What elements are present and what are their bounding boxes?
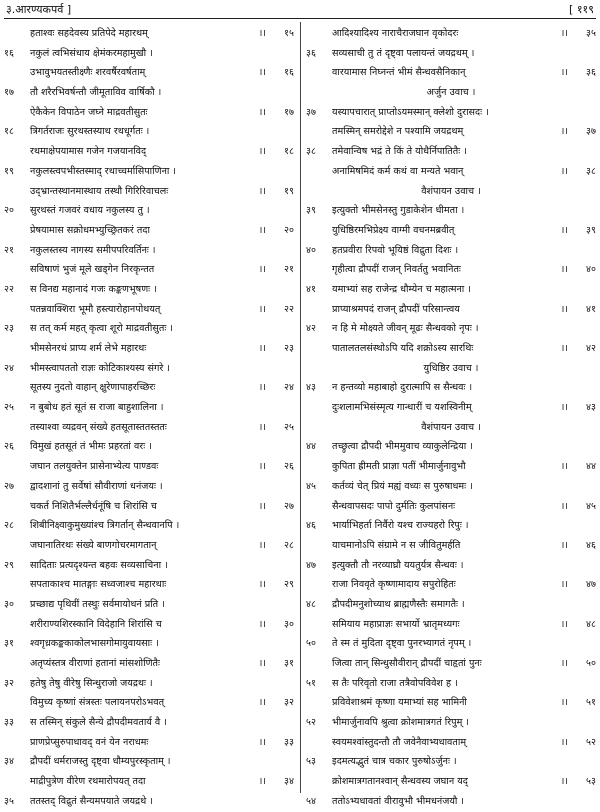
verse-number: २९ bbox=[284, 579, 294, 591]
verse-text: हतप्रवीरा रिपवो भूयिष्ठं विद्रुता दिशः । bbox=[332, 244, 459, 256]
verse-line bbox=[0, 241, 298, 261]
verse-line bbox=[0, 201, 298, 221]
verse-line bbox=[0, 792, 298, 812]
verse-line bbox=[0, 752, 298, 772]
verse-text: इत्युक्तो भीमसेनस्तु गुडाकेशेन धीमता । bbox=[332, 205, 465, 217]
verse-text: प्रच्छाद्य पृथिवीं तस्थुः सर्वमायोधनं प्रति । bbox=[30, 598, 165, 610]
verse-line bbox=[302, 378, 600, 398]
verse-line bbox=[0, 634, 298, 654]
verse-text: सूतस्य नुदतो वाहान् क्षुरेणापाहरच्छिरः bbox=[30, 382, 156, 394]
verse-end-mark: ।। bbox=[258, 658, 266, 669]
verse-line bbox=[302, 63, 600, 83]
verse-line bbox=[302, 497, 600, 517]
verse-text: ते स्म तं मुदिता दृष्ट्वा पुनरभ्यागतं नृपम् । bbox=[332, 638, 472, 650]
verse-line bbox=[302, 122, 600, 142]
verse-line bbox=[302, 437, 600, 457]
verse-number: ३६ bbox=[586, 67, 596, 79]
verse-start-number: ४८ bbox=[306, 598, 316, 610]
verse-end-mark: ।। bbox=[258, 382, 266, 394]
verse-text: याचमानोऽपि संग्रामे न स जीवितुमर्हति bbox=[332, 539, 461, 551]
verse-line bbox=[0, 260, 298, 280]
speaker-label: अर्जुन उवाच । bbox=[426, 87, 476, 99]
verse-number: २८ bbox=[284, 539, 294, 551]
verse-number: ३० bbox=[284, 618, 294, 630]
verse-number: २२ bbox=[284, 303, 294, 315]
verse-number: ३५ bbox=[586, 28, 596, 39]
chapter-label: ३.आरण्यकपर्व ] bbox=[6, 3, 72, 16]
verse-start-number: ३५ bbox=[4, 795, 14, 807]
verse-text: स विनद्य महानादं गजः कङ्कणभूषणः । bbox=[30, 283, 157, 295]
page-header bbox=[0, 0, 600, 18]
verse-line bbox=[0, 477, 298, 497]
right-column bbox=[302, 24, 600, 812]
verse-line bbox=[302, 44, 600, 64]
verse-text: न हि मे मोक्ष्यते जीवन् मूढः सैन्धवको नृपः । bbox=[332, 323, 479, 335]
verse-text: प्राणप्रेप्सुरुपाधावद् वनं येन नराधमः bbox=[30, 736, 149, 748]
verse-text: तौ शरैरभिवर्षन्तौ जीमूताविव वार्षिकौ । bbox=[30, 87, 162, 99]
verse-line bbox=[302, 772, 600, 792]
verse-number: २७ bbox=[284, 500, 294, 512]
verse-text: आदिश्यादिश्य नाराचैराजघान वृकोदरः bbox=[332, 28, 459, 39]
verse-text: कुपिता ह्रीमती प्राज्ञा पतीं भीमार्जुनावुभौ bbox=[332, 461, 466, 473]
verse-number: २४ bbox=[284, 382, 294, 394]
verse-text: सादिताः प्रत्यदृश्यन्त बहवः सव्यसाचिना । bbox=[30, 559, 168, 571]
verse-number: ४७ bbox=[586, 579, 596, 591]
verse-text: समियाय महाप्राज्ञः सभार्यो भ्रातृमध्यगः bbox=[332, 618, 460, 630]
verse-end-mark: ।। bbox=[258, 185, 266, 197]
verse-end-mark: ।। bbox=[560, 224, 568, 236]
verse-number: ३९ bbox=[586, 224, 596, 236]
header-rule bbox=[4, 18, 596, 19]
verse-start-number: ५२ bbox=[306, 717, 316, 729]
verse-text: स तैः परिवृतो राजा तत्रैवोपविवेश ह । bbox=[332, 677, 458, 689]
speaker-label: वैशंपायन उवाच । bbox=[421, 421, 481, 433]
verse-number: ४१ bbox=[586, 303, 596, 315]
verse-text: उभावुभयतस्तीक्ष्णैः शरवर्षैरवर्षताम् bbox=[30, 67, 146, 79]
verse-line bbox=[302, 575, 600, 595]
verse-number: ३१ bbox=[284, 658, 294, 669]
verse-line bbox=[0, 300, 298, 320]
verse-line bbox=[302, 713, 600, 733]
verse-number: १५ bbox=[284, 28, 294, 39]
verse-text: तमेवान्विष भद्रं ते किं ते योधैर्निपातितैः । bbox=[332, 146, 467, 158]
verse-end-mark: ।। bbox=[560, 402, 568, 414]
verse-start-number: २६ bbox=[4, 441, 14, 453]
verse-line bbox=[0, 44, 298, 64]
verse-number: ४४ bbox=[586, 461, 596, 473]
verse-end-mark: ।। bbox=[258, 539, 266, 551]
verse-start-number: ३४ bbox=[4, 756, 14, 768]
verse-start-number: १७ bbox=[4, 87, 14, 99]
verse-text: विमुखं हतसूतं तं भीमः प्रहरतां वरः । bbox=[30, 441, 152, 453]
verse-line bbox=[302, 457, 600, 477]
verse-text: स तस्मिन् संकुले सैन्ये द्रौपदीमवतार्य वै । bbox=[30, 717, 167, 729]
verse-text: भीमस्त्वापततो राज्ञः कोटिकाश्यस्य संगरे । bbox=[30, 362, 171, 374]
verse-line bbox=[302, 516, 600, 536]
verse-text: पतन्नवाक्शिरा भूमौ हस्त्यारोहानपोथयत् bbox=[30, 303, 161, 315]
verse-number: ३७ bbox=[586, 126, 596, 138]
verse-start-number: २८ bbox=[4, 520, 14, 532]
verse-end-mark: ।। bbox=[560, 461, 568, 473]
verse-number: १७ bbox=[284, 106, 294, 118]
verse-end-mark: ।। bbox=[258, 736, 266, 748]
verse-end-mark: ।। bbox=[258, 343, 266, 354]
verse-text: तच्छ्रुत्वा द्रौपदी भीममुवाच व्याकुलेन्द्रिया । bbox=[332, 441, 473, 453]
verse-text: स्वयमश्वांस्तुदन्तौ तौ जवेनैवाभ्यधावताम् bbox=[332, 736, 467, 748]
verse-end-mark: ।। bbox=[258, 224, 266, 236]
verse-end-mark: ।। bbox=[560, 658, 568, 669]
verse-end-mark: ।। bbox=[560, 303, 568, 315]
verse-start-number: ४१ bbox=[306, 283, 316, 295]
verse-text: ततस्तद् विद्रुतं सैन्यमपयाते जयद्रथे । bbox=[30, 795, 153, 807]
verse-end-mark: ।। bbox=[258, 303, 266, 315]
verse-line bbox=[302, 103, 600, 123]
verse-text: यमाभ्यां सह राजेन्द्र धौम्येन च महात्मना । bbox=[332, 283, 471, 295]
verse-text: स तत् कर्म महत् कृत्वा शूरो माद्रवतीसुतः । bbox=[30, 323, 173, 335]
verse-text: जघान तलयुक्तेन प्रासेनाभ्येत्य पाण्डवः bbox=[30, 461, 159, 473]
verse-start-number: ४५ bbox=[306, 480, 316, 492]
verse-line bbox=[302, 24, 600, 44]
verse-line bbox=[0, 83, 298, 103]
verse-start-number: १६ bbox=[4, 47, 14, 59]
verse-start-number: ३१ bbox=[4, 638, 14, 650]
verse-end-mark: ।। bbox=[560, 126, 568, 138]
verse-line bbox=[0, 398, 298, 418]
verse-text: तमस्मिन् समरोद्देशे न पश्यामि जयद्रथम् bbox=[332, 126, 464, 138]
verse-text: भीमसेनरथं प्राप्य शर्म लेभे महारथः bbox=[30, 343, 147, 354]
verse-number: १६ bbox=[284, 67, 294, 79]
verse-end-mark: ।। bbox=[258, 106, 266, 118]
verse-number: ३२ bbox=[284, 697, 294, 709]
verse-end-mark: ।। bbox=[258, 67, 266, 79]
verse-start-number: ३२ bbox=[4, 677, 14, 689]
verse-end-mark: ।। bbox=[258, 579, 266, 591]
verse-end-mark: ।। bbox=[258, 421, 266, 433]
verse-line bbox=[0, 733, 298, 753]
verse-line bbox=[0, 182, 298, 202]
verse-text: नकुलस्तस्य नागस्य समीपपरिवर्तिनः । bbox=[30, 244, 156, 256]
verse-start-number: ३० bbox=[4, 598, 14, 610]
verse-start-number: ५४ bbox=[306, 795, 316, 807]
verse-text: वारयामास निघ्नन्तं भीमं सैन्धवसैनिकान् bbox=[332, 67, 466, 79]
verse-start-number: ४४ bbox=[306, 441, 316, 453]
verse-start-number: २२ bbox=[4, 283, 14, 295]
verse-text: तस्याश्वा व्यद्रवन् संख्ये हतसूतास्ततस्ततः bbox=[30, 421, 167, 433]
verse-number: ३३ bbox=[284, 736, 294, 748]
verse-number: २५ bbox=[284, 421, 294, 433]
verse-line bbox=[0, 359, 298, 379]
verse-start-number: ५३ bbox=[306, 756, 316, 768]
verse-line bbox=[302, 398, 600, 418]
verse-text: राजा निववृते कृष्णामादाय सपुरोहितः bbox=[332, 579, 456, 591]
verse-end-mark: ।। bbox=[560, 165, 568, 177]
verse-text: उद्भ्रान्तस्थानमास्थाय तस्थौ गिरिरिवाचलः bbox=[30, 185, 169, 197]
verse-text: सैन्धवापसदः पापो दुर्मतिः कुलपांसनः bbox=[332, 500, 456, 512]
verse-text: रथमाक्षेपयामास गजेन गजयानविद् bbox=[30, 146, 147, 158]
verse-text: चकर्त निशितैर्भल्लैर्धनूंषि च शिरांसि च bbox=[30, 500, 157, 512]
verse-text: दुःशलामभिसंस्मृत्य गान्धारीं च यशस्विनीम् bbox=[332, 402, 472, 414]
verse-line bbox=[0, 516, 298, 536]
speaker-heading bbox=[302, 418, 600, 438]
verse-end-mark: ।। bbox=[258, 146, 266, 158]
speaker-label: युधिष्ठिर उवाच । bbox=[423, 362, 479, 374]
verse-line bbox=[0, 536, 298, 556]
verse-line bbox=[302, 201, 600, 221]
verse-end-mark: ।। bbox=[258, 28, 266, 39]
verse-text: गृहीत्वा द्रौपदीं राजन् निवर्ततु भवानितः bbox=[332, 264, 461, 276]
speaker-heading bbox=[302, 359, 600, 379]
verse-number: ५० bbox=[586, 658, 596, 669]
verse-line bbox=[0, 772, 298, 792]
verse-number: २६ bbox=[284, 461, 294, 473]
verse-start-number: २१ bbox=[4, 244, 14, 256]
verse-line bbox=[0, 221, 298, 241]
verse-start-number: ५० bbox=[306, 638, 316, 650]
verse-start-number: ४३ bbox=[306, 382, 316, 394]
verse-line bbox=[302, 221, 600, 241]
verse-line bbox=[302, 300, 600, 320]
verse-start-number: ३६ bbox=[306, 47, 316, 59]
verse-start-number: २० bbox=[4, 205, 14, 217]
verse-line bbox=[0, 378, 298, 398]
verse-number: ४२ bbox=[586, 343, 596, 354]
verse-start-number: २३ bbox=[4, 323, 14, 335]
verse-end-mark: ।। bbox=[560, 264, 568, 276]
verse-line bbox=[302, 595, 600, 615]
verse-line bbox=[0, 457, 298, 477]
verse-line bbox=[0, 63, 298, 83]
verse-text: सव्यसाची तु तं दृष्ट्वा पलायन्तं जयद्रथम् । bbox=[332, 47, 475, 59]
verse-line bbox=[302, 260, 600, 280]
verse-number: ४८ bbox=[586, 618, 596, 630]
verse-text: यस्यापचारात् प्राप्तोऽयमस्मान् क्लेशो दुरासदः । bbox=[332, 106, 489, 118]
verse-line bbox=[0, 339, 298, 359]
verse-end-mark: ।। bbox=[560, 697, 568, 709]
verse-number: २३ bbox=[284, 343, 294, 354]
verse-line bbox=[0, 418, 298, 438]
verse-line bbox=[0, 556, 298, 576]
verse-end-mark: ।। bbox=[258, 697, 266, 709]
verse-end-mark: ।। bbox=[258, 264, 266, 276]
verse-end-mark: ।। bbox=[560, 28, 568, 39]
page-number: [ ११९ bbox=[569, 3, 594, 16]
verse-start-number: ४० bbox=[306, 244, 316, 256]
verse-number: ५२ bbox=[586, 736, 596, 748]
verse-line bbox=[302, 615, 600, 635]
verse-text: इदमत्यद्भुतं चात्र चकार पुरुषोऽर्जुनः । bbox=[332, 756, 457, 768]
verse-start-number: ४७ bbox=[306, 559, 316, 571]
verse-line bbox=[0, 615, 298, 635]
verse-text: अतृप्यंस्तत्र वीराणां हतानां मांसशोणितैः bbox=[30, 658, 160, 669]
verse-text: शरीराण्यशिरस्कानि विदेहानि शिरांसि च bbox=[30, 618, 162, 630]
verse-text: माद्रीपुत्रेण वीरेण रथमारोपयत् तदा bbox=[30, 776, 146, 788]
verse-line bbox=[0, 319, 298, 339]
verse-number: २० bbox=[284, 224, 294, 236]
verse-start-number: २९ bbox=[4, 559, 14, 571]
verse-line bbox=[302, 339, 600, 359]
verse-text: द्रौपदीमनुशोच्याथ ब्राह्मणैस्तैः समागतैः । bbox=[332, 598, 465, 610]
verse-text: न बुबोध हतं सूतं स राजा बाहुशालिना । bbox=[30, 402, 164, 414]
verse-text: हतेषु तेषु वीरेषु सिन्धुराजो जयद्रथः । bbox=[30, 677, 153, 689]
verse-text: त्रिगर्तराजः सुरथस्तस्याथ रथधूर्गतः । bbox=[30, 126, 150, 138]
verse-line bbox=[302, 162, 600, 182]
verse-start-number: २४ bbox=[4, 362, 14, 374]
speaker-heading bbox=[302, 182, 600, 202]
verse-number: ३८ bbox=[586, 165, 596, 177]
verse-start-number: ४६ bbox=[306, 520, 316, 532]
verse-text: पातालतलसंस्थोऽपि यदि शक्रोऽस्य सारथिः bbox=[332, 343, 474, 354]
verse-number: १८ bbox=[284, 146, 294, 158]
verse-text: शिबीनिक्ष्वाकुमुख्यांश्च त्रिगर्तान् सैन्धवानपि । bbox=[30, 520, 180, 532]
verse-end-mark: ।। bbox=[560, 67, 568, 79]
verse-text: भीमार्जुनावपि श्रुत्वा क्रोशमात्रगतं रिपुम् । bbox=[332, 717, 469, 729]
verse-line bbox=[302, 693, 600, 713]
verse-line bbox=[0, 280, 298, 300]
verse-line bbox=[302, 142, 600, 162]
verse-start-number: ३८ bbox=[306, 146, 316, 158]
verse-start-number: ३७ bbox=[306, 106, 316, 118]
verse-text: जित्वा तान् सिन्धुसौवीरान् द्रौपदीं चाहृतां पुनः bbox=[332, 658, 482, 669]
verse-line bbox=[302, 654, 600, 674]
verse-number: ४० bbox=[586, 264, 596, 276]
verse-number: ४६ bbox=[586, 539, 596, 551]
verse-start-number: ४२ bbox=[306, 323, 316, 335]
verse-line bbox=[302, 792, 600, 812]
verse-number: ४३ bbox=[586, 402, 596, 414]
verse-line bbox=[0, 654, 298, 674]
verse-text: हताश्वः सहदेवस्य प्रतिपेदे महारथम् bbox=[30, 28, 148, 39]
speaker-heading bbox=[302, 83, 600, 103]
verse-text: सपताकाश्च मातङ्गाः सध्वजाश्च महारथाः bbox=[30, 579, 167, 591]
verse-line bbox=[302, 241, 600, 261]
verse-text: द्रौपदीं धर्मराजस्तु दृष्ट्वा धौम्यपुरस्कृताम् । bbox=[30, 756, 171, 768]
verse-line bbox=[0, 162, 298, 182]
verse-text: श्वगृध्रकङ्ककाकोलभासगोमायुवायसाः । bbox=[30, 638, 159, 650]
verse-number: ५३ bbox=[586, 776, 596, 788]
verse-line bbox=[0, 693, 298, 713]
verse-number: ४५ bbox=[586, 500, 596, 512]
verse-text: द्वादशानां तु सर्वेषां सौवीराणां धनंजयः । bbox=[30, 480, 163, 492]
verse-start-number: २५ bbox=[4, 402, 14, 414]
verse-text: युधिष्ठिरमभिप्रेक्ष्य वाग्मी वचनमब्रवीत् bbox=[332, 224, 455, 236]
verse-line bbox=[302, 634, 600, 654]
verse-number: ३४ bbox=[284, 776, 294, 788]
verse-line bbox=[0, 103, 298, 123]
verse-line bbox=[302, 556, 600, 576]
speaker-label: वैशंपायन उवाच । bbox=[421, 185, 481, 197]
verse-text: प्राप्याश्रमपदं राजन् द्रौपदीं परिसान्त्वय bbox=[332, 303, 460, 315]
verse-end-mark: ।। bbox=[560, 618, 568, 630]
verse-line bbox=[0, 122, 298, 142]
verse-start-number: ३३ bbox=[4, 717, 14, 729]
verse-end-mark: ।। bbox=[258, 618, 266, 630]
verse-text: प्रविवेशाश्रमं कृष्णा यमाभ्यां सह भामिनी bbox=[332, 697, 467, 709]
verse-end-mark: ।। bbox=[258, 461, 266, 473]
verse-line bbox=[0, 24, 298, 44]
verse-end-mark: ।। bbox=[560, 539, 568, 551]
verse-line bbox=[302, 280, 600, 300]
verse-line bbox=[0, 674, 298, 694]
verse-text: अनामिषमिदं कर्म कथं वा मन्यते भवान् bbox=[332, 165, 464, 177]
verse-line bbox=[0, 497, 298, 517]
verse-end-mark: ।। bbox=[258, 776, 266, 788]
verse-end-mark: ।। bbox=[560, 500, 568, 512]
verse-number: १९ bbox=[284, 185, 294, 197]
verse-start-number: ३९ bbox=[306, 205, 316, 217]
verse-line bbox=[0, 142, 298, 162]
verse-line bbox=[302, 752, 600, 772]
verse-start-number: २७ bbox=[4, 480, 14, 492]
verse-start-number: १८ bbox=[4, 126, 14, 138]
verse-text: इत्युक्तौ तौ नरव्याघ्रौ ययतुर्यत्र सैन्धवः । bbox=[332, 559, 464, 571]
verse-text: नकुलं त्वभिसंधाय क्षेमंकरमहामुखौ । bbox=[30, 47, 153, 59]
verse-text: प्रेषयामास सक्रोधमभ्युच्छ्रितकरं तदा bbox=[30, 224, 150, 236]
verse-text: नकुलस्त्वपभीस्तस्माद् रथाच्चर्मासिपाणिना । bbox=[30, 165, 177, 177]
verse-line bbox=[302, 536, 600, 556]
verse-end-mark: ।। bbox=[560, 776, 568, 788]
verse-line bbox=[302, 733, 600, 753]
verse-text: जघानातिरथः संख्ये बाणगोचरमागतान् bbox=[30, 539, 157, 551]
verse-end-mark: ।। bbox=[258, 500, 266, 512]
verse-text: भार्याभिहर्ता निर्वैरो यश्च राज्यहरो रिपुः । bbox=[332, 520, 469, 532]
verse-line bbox=[302, 319, 600, 339]
verse-text: विमुच्य कृष्णां संत्रस्तः पलायनपरोऽभवत् bbox=[30, 697, 165, 709]
column-divider bbox=[300, 22, 301, 793]
verse-end-mark: ।। bbox=[560, 579, 568, 591]
verse-number: ५१ bbox=[586, 697, 596, 709]
verse-line bbox=[302, 674, 600, 694]
verse-text: न हन्तव्यो महाबाहो दुरात्मापि स सैन्धवः । bbox=[332, 382, 473, 394]
verse-text: कर्तव्यं चेत् प्रियं मह्यं वध्यः स पुरुषाधमः । bbox=[332, 480, 473, 492]
verse-end-mark: ।। bbox=[560, 736, 568, 748]
verse-text: ततोऽभ्यधावतां वीरावुभौ भीमधनंजयौ । bbox=[332, 795, 465, 807]
verse-start-number: ५१ bbox=[306, 677, 316, 689]
verse-end-mark: ।। bbox=[560, 343, 568, 354]
verse-line bbox=[302, 477, 600, 497]
verse-text: सुरथस्तं गजवरं वधाय नकुलस्य तु । bbox=[30, 205, 150, 217]
verse-text: क्रोशमात्रगतानश्वान् सैन्धवस्य जघान यद् bbox=[332, 776, 468, 788]
verse-start-number: १९ bbox=[4, 165, 14, 177]
verse-text: सविषाणं भुजं मूले खड्गेन निरकृन्तत bbox=[30, 264, 155, 276]
verse-text: ऐकैकेन विपाठेन जघ्ने माद्रवतीसुतः bbox=[30, 106, 148, 118]
verse-line bbox=[0, 575, 298, 595]
verse-line bbox=[0, 595, 298, 615]
verse-number: २१ bbox=[284, 264, 294, 276]
left-column bbox=[0, 24, 298, 812]
verse-line bbox=[0, 713, 298, 733]
verse-line bbox=[0, 437, 298, 457]
